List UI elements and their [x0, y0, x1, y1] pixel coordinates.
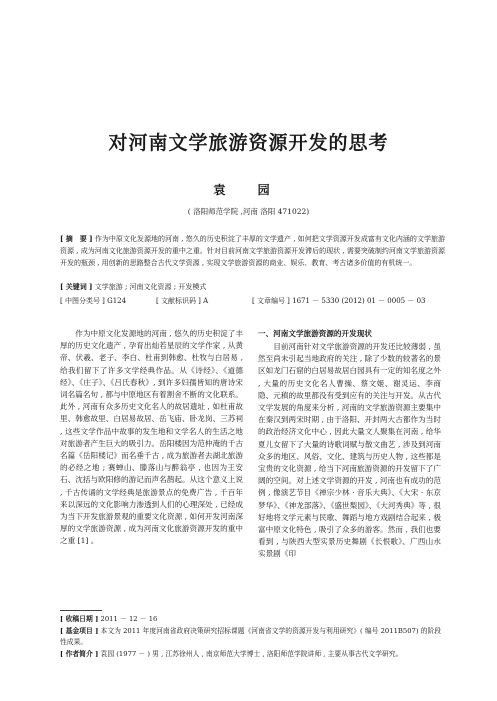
document-code: [ 文献标识码 ] A	[156, 297, 209, 305]
body-right-column: 目前河南针对文学旅游资源的开发还比较薄弱 , 虽然至尚未引起当地政府的关注 , 除了少数的较著名的景区如龙门石窟的白居易故居白园具有一定的知名度之外 , 大量的历史文化名人曹操、蔡文姬、谢灵运、李商隐、元稹的故里都没有受到应有的关注与开发。从古代文学发展的角度来分析 , 河南的文学旅游资源主要集中在秦汉到两宋时期 , 由于洛阳、开封两大古都作为当时的政治经济文化中心 , 因此大量文人聚集在河南 , 给华夏儿女留下了大量的诗歌词赋与散文曲艺 , 涉及到河南众多的地区、风俗、文化、建筑与历史人物 , 这些都是宝贵的文化资源 , 给当下河南旅游资源的开发留下了广阔的空间。对上述文学资源的开发 , 河南也有成功的范例 , 像演艺节目《禅宗少林 · 音乐大典》、《大宋 · 东京梦华》、《神龙部落》、《盛世梨园》、《大河秀典》等 , 很好地将文学元素与民歌、舞蹈与地方戏剧结合起来 , 极富中原文化特色 , 吸引了众多的游客。然而 , 我们也要看到 , 与陕西大型实景历史舞剧《长恨歌》、广西山水实景剧《印	[258, 342, 441, 559]
footnote-received	[60, 614, 445, 625]
abstract-text: 作为中原文化发源地的河南 , 悠久的历史积淀了丰厚的文学遗产 , 如何把文学资源开发成富有文化内涵的文学旅游资源 , 成为河南文化旅游资源开发的重中之重。针对目前河南文学旅游资源开发滞后的现状 , 需要突破制约河南文学旅游资源开发的瓶颈 , 用创新的思路整合古代文学资源 , 实现文学旅游资源的商业、娱乐、教育、考古诸多价值的有机统一。	[60, 235, 445, 267]
footnote-label: [ 收稿日期 ]	[60, 615, 99, 623]
footnote-author-bio	[60, 649, 445, 660]
footnote-label: [ 作者简介 ]	[60, 650, 99, 658]
keywords	[60, 282, 445, 292]
body-left-column: 作为中原文化发源地的河南 , 悠久的历史积淀了丰厚的历史文化遗产 , 孕育出灿若星辰的文学作家 , 从黄帝、伏羲、老子、李白、杜甫到韩愈、杜牧与白居易 , 给我们留下了许多文学经典作品。从《诗经》、《道德经》、《庄子》、《吕氏春秋》, 到许多妇孺皆知的唐诗宋词名篇名句 , 都与中原地区有着割舍不断的文化联系。此外 , 河南有众多历史文化名人的故居遗址 , 如杜甫故里、韩愈故里、白居易故居、岳飞庙、卧龙岗、三苏祠 , 这些文学作品中故事的发生地和文学名人的生活之地对旅游者产生巨大的吸引力。岳阳楼因为范仲淹的千古名篇《岳阳楼记》而名垂千古 , 成为旅游者去湖北旅游的必经之地 ; 赛蝉山、滕落山与醉翁亭 , 也因为王安石、沈括与欧阳修的游记而声名鹊起。从这个意义上说 , 千古传诵的文学经典是旅游景点的免费广告 , 千百年来以深远的文化影响力渗透到人们的心理深处 , 已经成为当下开发旅游景观的重要文化资源 , 如何开发河南深厚的文学旅游资源 , 成为河南文化旅游资源开发的重中之重 [1] 。	[60, 329, 243, 546]
abstract	[60, 233, 445, 269]
footnote-text: 2011 － 12 － 16	[100, 615, 158, 623]
clc-number: [ 中图分类号 ] G124	[60, 297, 127, 305]
footnote-text: 袁园 (1977 － ) 男 , 江苏徐州人 , 南京师范大学博士 , 洛阳师范学院讲师 , 主要从事古代文学研究。	[100, 650, 403, 658]
footnote-funding	[60, 626, 445, 648]
author-name: 袁 园	[213, 183, 284, 197]
paper-title: 对河南文学旅游资源开发的思考	[108, 132, 389, 154]
footnote-divider	[60, 610, 102, 611]
author-affiliation: ( 洛阳师范学院 ,河南 洛阳 471022)	[187, 207, 310, 216]
classification-line	[60, 296, 425, 306]
section-heading: 一、河南文学旅游资源的开发现状	[258, 329, 372, 338]
keywords-label: [ 关键词 ]	[60, 282, 93, 291]
keywords-text: 文学旅游 ; 河南文化资源 ; 开发模式	[94, 283, 207, 291]
footnote-label: [ 基金项目 ]	[60, 627, 99, 635]
footnote-text: 本文为 2011 年度河南省政府决策研究招标课题《河南省文学的资源开发与利用研究》( 编号 2011B507) 的阶段性成果。	[60, 627, 442, 646]
abstract-label: [ 摘 要 ]	[60, 234, 93, 243]
article-number: [ 文章编号 ] 1671 － 5330 (2012) 01 － 0005 － 03	[252, 297, 426, 305]
